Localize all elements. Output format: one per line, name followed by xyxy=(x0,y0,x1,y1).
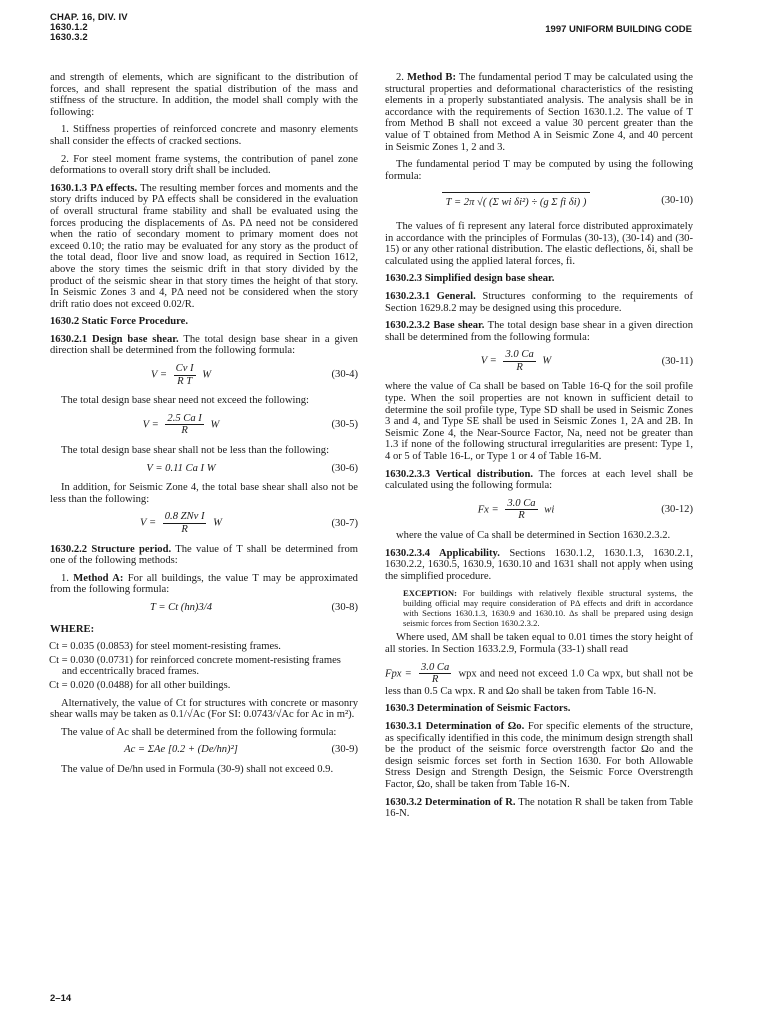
eq-lhs: Fx = xyxy=(477,504,499,516)
eq-fraction xyxy=(174,363,196,387)
eq-denominator: R xyxy=(181,425,188,437)
section-heading: 1630.2.3.3 Vertical distribution. xyxy=(385,468,534,480)
equation-number: (30-7) xyxy=(331,517,358,529)
eq-rhs: W xyxy=(202,369,212,381)
ct-definition: Ct = 0.030 (0.0731) for reinforced concrete moment-resisting frames and eccentrically braced frames. xyxy=(49,654,341,678)
exception-heading: EXCEPTION: xyxy=(403,588,457,599)
eq-lhs: V = xyxy=(150,369,167,381)
section-body: The total design base shear in a given direction shall be determined from the following formula: xyxy=(385,320,693,343)
equation-number: (30-10) xyxy=(661,194,693,206)
section-body: Structures conforming to the requirements of Section 1629.8.2 may be designed using this procedure. xyxy=(385,290,693,314)
eq-rhs: W xyxy=(210,419,220,431)
eq-lhs: V = xyxy=(480,355,497,367)
right-column xyxy=(385,72,693,826)
eq-numerator: 3.0 Ca xyxy=(505,349,534,361)
section-1630-2-3-3 xyxy=(385,469,693,492)
fpx-denominator: R xyxy=(431,674,439,686)
method-b xyxy=(385,72,693,153)
eq-rhs: W xyxy=(213,517,222,529)
eq-expression: T = Ct (hn)3/4 xyxy=(150,601,212,613)
method-body: The fundamental period T may be calculated using the structural properties and deformational characteristics of the resisting elements in a properly substantiated analysis. The analysis shall be in accordance with the requirements of Section 1630.1.2. The value of T from Method B shall not exceed a value 30 percent greater than the value of T obtained from Method A in Seismic Zone 4, and 40 percent in Seismic Zones 1, 2 and 3. xyxy=(385,72,693,153)
paragraph: and strength of elements, which are significant to the distribution of forces, and shall represent the spatial distribution of the mass and stiffness of the structure. In addition, the model shall comply with the following: xyxy=(50,72,358,118)
eq-denominator: R xyxy=(518,510,525,522)
eq-expression: V = 0.11 Ca I W xyxy=(146,462,216,474)
section-range-end: 1630.3.2 xyxy=(50,32,88,43)
exception-note xyxy=(385,588,693,628)
eq-denominator: R xyxy=(181,524,188,535)
fpx-fraction xyxy=(419,662,451,686)
section-heading: 1630.2.1 Design base shear. xyxy=(50,333,179,345)
paragraph: The total design base shear shall not be less than the following: xyxy=(61,445,330,457)
section-1630-2-3-4 xyxy=(385,548,693,583)
equation-30-10 xyxy=(385,192,693,209)
equation-number: (30-12) xyxy=(661,504,693,516)
paragraph: 1. Stiffness properties of reinforced concrete and masonry elements shall consider the effects of cracked sections. xyxy=(50,124,358,147)
section-1630-2-3-1 xyxy=(385,291,693,314)
equation-30-5 xyxy=(50,413,358,437)
equation-number: (30-9) xyxy=(331,744,358,756)
section-heading: 1630.2.3.4 Applicability. xyxy=(385,547,500,559)
paragraph: The fundamental period T may be computed by using the following formula: xyxy=(385,159,693,182)
equation-30-12 xyxy=(385,498,693,522)
paragraph: Alternatively, the value of Ct for structures with concrete or masonry shear walls may be taken as 0.1/√Ac (For SI: 0.0743/√Ac for Ac in m²). xyxy=(50,697,358,721)
section-heading: 1630.1.3 PΔ effects. xyxy=(50,182,138,194)
section-heading: 1630.3.1 Determination of Ωo. xyxy=(385,720,525,732)
paragraph: Where used, ΔM shall be taken equal to 0.01 times the story height of all stories. In Section 1633.2.9, Formula (33-1) shall read xyxy=(385,632,693,655)
section-1630-3-1 xyxy=(385,721,693,791)
section-range-start: 1630.1.2 xyxy=(50,22,88,33)
section-body: Sections 1630.1.2, 1630.1.3, 1630.2.1, 1630.2.2, 1630.5, 1630.9, 1630.10 and 1631 shall not apply when using the simplified procedure. xyxy=(385,547,693,582)
equation-30-8 xyxy=(50,602,358,614)
code-title: 1997 UNIFORM BUILDING CODE xyxy=(545,24,692,35)
equation-number: (30-5) xyxy=(331,419,358,431)
eq-fraction xyxy=(165,413,203,437)
equation-number: (30-4) xyxy=(331,369,358,381)
eq-denominator: R T xyxy=(177,375,193,387)
ct-definition: Ct = 0.035 (0.0853) for steel moment-resisting frames. xyxy=(49,641,281,653)
section-heading: 1630.3.2 Determination of R. xyxy=(385,796,516,808)
paragraph: The value of De/hn used in Formula (30-9) shall not exceed 0.9. xyxy=(61,763,334,775)
eq-numerator: 0.8 ZNv I xyxy=(164,511,205,523)
fpx-numerator: 3.0 Ca xyxy=(421,661,450,673)
method-number: 2. xyxy=(396,72,404,83)
section-heading: 1630.2.2 Structure period. xyxy=(50,543,172,555)
section-heading: 1630.2.3.1 General. xyxy=(385,290,476,302)
eq-numerator: 2.5 Ca I xyxy=(167,412,202,424)
equation-number: (30-11) xyxy=(661,355,693,367)
where-label: WHERE: xyxy=(50,623,95,635)
section-1630-2-3-2 xyxy=(385,320,693,343)
section-heading: 1630.2.3 Simplified design base shear. xyxy=(385,273,555,285)
section-body: The total design base shear in a given direction shall be determined from the following formula: xyxy=(50,333,358,357)
method-a xyxy=(50,573,358,596)
eq-expression: Ac = ΣAe [0.2 + (De/hn)²] xyxy=(124,744,238,756)
equation-number: (30-6) xyxy=(331,462,358,474)
ct-definition: Ct = 0.020 (0.0488) for all other buildings. xyxy=(49,679,231,691)
section-1630-2-2 xyxy=(50,544,358,567)
method-heading: Method B: xyxy=(407,72,456,83)
section-heading: 1630.3 Determination of Seismic Factors. xyxy=(385,703,571,715)
equation-number: (30-8) xyxy=(331,601,358,613)
method-body: For all buildings, the value T may be approximated from the following formula: xyxy=(50,572,358,596)
method-number: 1. xyxy=(61,572,69,584)
paragraph: The values of fi represent any lateral force distributed approximately in accordance with the principles of Formulas (30-13), (30-14) and (30-15) or any other rational distribution. The elastic deflections, δi, shall be calculated using the applied lateral forces, fi. xyxy=(385,220,693,267)
eq-lhs: V = xyxy=(140,517,157,529)
chapter-line: CHAP. 16, DIV. IV xyxy=(50,12,128,23)
paragraph: In addition, for Seismic Zone 4, the total base shear shall also not be less than the following: xyxy=(50,482,358,505)
eq-rhs: wi xyxy=(544,504,555,516)
eq-numerator: 3.0 Ca xyxy=(507,497,536,509)
paragraph: The value of Ac shall be determined from the following formula: xyxy=(61,726,337,738)
equation-30-11 xyxy=(385,349,693,373)
paragraph: 2. For steel moment frame systems, the contribution of panel zone deformations to overall story drift shall be included. xyxy=(50,153,358,177)
paragraph: where the value of Ca shall be determined in Section 1630.2.3.2. xyxy=(396,530,671,541)
eq-fraction xyxy=(505,498,537,522)
eq-numerator: Cv I xyxy=(175,363,194,375)
page-number: 2–14 xyxy=(50,993,72,1004)
section-body: The resulting member forces and moments and the story drifts induced by PΔ effects shall be considered in the evaluation of overall structural frame stability and shall be evaluated using the forces producing the displacements of Δs. PΔ need not be considered when the ratio of secondary moment to primary moment does not exceed 0.10; the ratio may be evaluated for any story as the product of the total dead, floor live and snow load, as required in Section 1612, above the story times the seismic drift in that story divided by the product of the seismic shear in that story times the height of that story. In Seismic Zones 3 and 4, PΔ need not be considered when the story drift ratio does not exceed 0.02/R. xyxy=(50,182,358,310)
section-body: The value of T shall be determined from one of the following methods: xyxy=(50,543,358,567)
eq-rhs: W xyxy=(542,355,552,367)
equation-30-9 xyxy=(50,744,358,756)
equation-30-7 xyxy=(50,511,358,535)
chapter-header xyxy=(50,13,128,43)
eq-lhs: V = xyxy=(142,419,159,431)
left-column xyxy=(50,72,358,782)
fpx-tail: wpx and need not exceed 1.0 Ca wpx, but shall not be less than 0.5 Ca wpx. R and Ωo shall be taken from Table 16-N. xyxy=(385,668,693,697)
paragraph: where the value of Ca shall be based on Table 16-Q for the soil profile type. When the soil properties are not known in sufficient detail to determine the soil profile type, Type SD shall be used in Seismic Zones 3 and 4, and Type SE shall be used in Seismic Zones 1, 2A and 2B. In Seismic Zone 4, the Near-Source Factor, Na, need not be greater than 1.3 if none of the following structural irregularities are present: Type 1, 4 or 5 of Table 16-L, or Type 1 or 4 of Table 16-M. xyxy=(385,381,693,463)
section-body: The notation R shall be taken from Table 16-N. xyxy=(385,796,693,820)
equation-30-4 xyxy=(50,363,358,387)
section-1630-2-1 xyxy=(50,334,358,357)
eq-fraction xyxy=(503,349,535,373)
method-heading: Method A: xyxy=(73,572,124,584)
fpx-formula xyxy=(385,662,693,698)
exception-body: For buildings with relatively flexible structural systems, the building official may require consideration of PΔ effects and drift in accordance with Sections 1630.1.3, 1630.9 and 1630.10. Δs shall be prepared using design seismic forces from Section 1630.2.3.2. xyxy=(403,588,693,629)
section-heading: 1630.2.3.2 Base shear. xyxy=(385,320,485,332)
fpx-lhs: Fpx = xyxy=(385,668,412,680)
section-body: For specific elements of the structure, as specifically identified in this code, the minimum design strength shall be the product of the seismic force overstrength factor Ωo and the design seismic forces set forth in Section 1630. For both Allowable Stress Design and Strength Design, the Seismic Force Overstrength Factor, Ωo, shall be taken from Table 16-N. xyxy=(385,720,694,790)
equation-30-6 xyxy=(50,463,358,475)
section-1630-1-3 xyxy=(50,183,358,311)
eq-expression: T = 2π √( (Σ wi δi²) ÷ (g Σ fi δi) ) xyxy=(442,192,591,209)
section-body: The forces at each level shall be calculated using the following formula: xyxy=(385,468,693,492)
section-heading: 1630.2 Static Force Procedure. xyxy=(50,316,188,328)
section-1630-3-2 xyxy=(385,797,693,820)
eq-fraction xyxy=(163,511,207,535)
paragraph: The total design base shear need not exceed the following: xyxy=(61,395,309,407)
eq-denominator: R xyxy=(516,361,523,373)
